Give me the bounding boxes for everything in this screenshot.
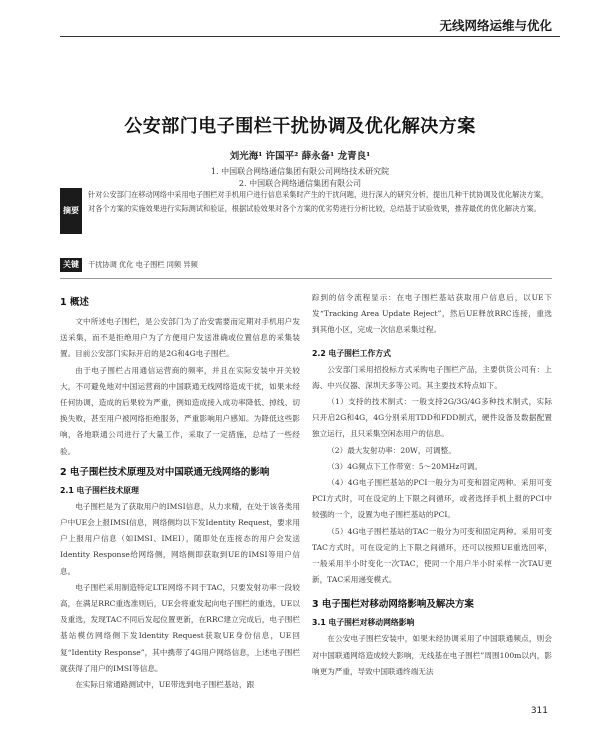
affiliation-1: 1. 中国联合网络通信集团有限公司网络技术研究院 bbox=[210, 167, 390, 176]
section-2-2-heading: 2.2 电子围栏工作方式 bbox=[312, 348, 391, 358]
article-title: 公安部门电子围栏干扰协调及优化解决方案 bbox=[124, 116, 476, 137]
section-2-2-paragraph-1: 公安部门采用招投标方式采购电子围栏产品，主要供货公司有：上海、中兴仪器、深圳天多等公司。其主要技术特点如下。 bbox=[312, 364, 552, 390]
journal-section-title: 无线网络运维与优化 bbox=[439, 18, 552, 33]
header-rule bbox=[60, 36, 560, 37]
section-2-heading: 2 电子围栏技术原理及对中国联通无线网络的影响 bbox=[60, 466, 270, 478]
section-2-2-item-5: （5）4G电子围栏基站的TAC一般分为可变和固定两种。采用可变TAC方式时，可在设定的上下限之间循环，还可以按照UE重选回率，一般采用半小时变化一次TAC，使同一个用户半小时采样一次TAU更新，TAC采用递变模式。 bbox=[312, 526, 552, 585]
section-2-1-heading: 2.1 电子围栏技术原理 bbox=[60, 485, 139, 495]
section-2-2-item-2: （2）最大发射功率：20W，可调整。 bbox=[327, 445, 456, 455]
keywords-text: 干扰协调 优化 电子围栏 同频 异频 bbox=[88, 260, 198, 269]
abstract-label: 摘要 bbox=[60, 188, 82, 234]
left-column bbox=[60, 290, 300, 693]
keywords-label: 关键词 bbox=[60, 258, 82, 272]
section-2-1-paragraph-3: 在实际日常通路测试中，UE带选到电子围栏基站，跟 bbox=[75, 680, 255, 690]
section-2-2-item-4: （4）4G电子围栏基站的PCI一般分为可变和固定两种。采用可变PCI方式时，可在设定的上下限之间循环，或者选择手机上报的PCI中较强的一个，设置为电子围栏基站的PCI。 bbox=[312, 478, 552, 520]
section-3-heading: 3 电子围栏对移动网络影响及解决方案 bbox=[312, 599, 474, 611]
section-2-2-item-3: （3）4G频点下工作带宽：5～20MHz可调。 bbox=[327, 461, 483, 471]
abstract-divider bbox=[60, 278, 552, 279]
section-1-heading: 1 概述 bbox=[60, 297, 89, 308]
section-3-1-paragraph-1: 在公安电子围栏安装中，如果未经协调采用了中国联通频点，则会对中国联通网络造成较大影响，无线基在电子围栏”周围100m以内，影响更为严重，导致中国联通终端无法 bbox=[312, 634, 552, 676]
page-number: 311 bbox=[530, 706, 548, 716]
affiliation-2: 2. 中国联合网络通信集团有限公司 bbox=[238, 179, 362, 188]
author-list: 刘光海¹ 许国平² 薛永备¹ 龙青良¹ bbox=[229, 151, 371, 162]
section-2-1-paragraph-2: 电子围栏采用制造特定LTE网络不同于TAC，只要发射功率一段较高，在满足RRC重选准则后，UE会将重发起向电子围栏的重选，UE以及重选，发现TAC不同后发起位置更新，在RRC建立完成后，电子围栏基站模仿网络侧下发Identity Request获取UE身份信息，UE回复“Identity Response”，其中携带了4G用户网络信息，上述电子围栏就获得了用户的IMSI等信息。 bbox=[60, 582, 300, 673]
section-2-1-paragraph-1: 电子围栏是为了获取用户的IMSI信息，从力求精，在处于该各类用户中UE会上报IMSI信息，网络侧均以下发Identity Request，要求用户上报用户信息（如IMSI、IMEI），随即处在连接态的用户会发送Identity Response给网络侧，网络侧即获取到UE的IMSI等用户信息。 bbox=[60, 501, 300, 576]
section-2-2-item-1: （1）支持的技术制式：一般支持2G/3G/4G多种技术制式，实际只开启2G和4G，4G分别采用TDD和FDD制式，硬件设备及数据配置独立运行，且只采集空闲态用户的信息。 bbox=[312, 397, 552, 439]
section-1-paragraph-2: 由于电子围栏占用通信运营商的频率，并且在实际安装中开关较大，不可避免地对中国运营商的中国联通无线网络造成干扰，如果未经任何协调，造成的后果较为严重，例如造成接入成功率降低、掉线、切换失败，甚至用户被网络拒绝服务，严重影响用户感知。为降低这些影响，各地联通公司进行了大量工作，采取了一定措施，总结了一些经验。 bbox=[60, 365, 300, 456]
section-1-paragraph-1: 文中所述电子围栏，是公安部门为了治安需要而定期对手机用户发送采集，而不是拒绝用户为了方便用户发送准确或位置信息的采集装置。目前公安部门实际开启的是2G和4G电子围栏。 bbox=[60, 317, 300, 359]
abstract-text: 针对公安部门在移动网络中采用电子围栏对手机用户进行信息采集时产生的干扰问题，进行深入的研究分析，提出几种干扰协调及优化解决方案，对各个方案的实施效果进行实际测试和验证，根据试验效果对各个方案的优劣势进行分析比较，总结基于试验效果，推荐最优的优化解决方案。 bbox=[88, 190, 549, 213]
right-column bbox=[312, 290, 552, 680]
running-header bbox=[0, 0, 600, 40]
continued-paragraph: 踪到的信令流程显示：在电子围栏基站获取用户信息后，以UE下发“Tracking Area Update Reject”，然后UE释放RRC连接，重选到其他小区，完成一次信息采集过程。 bbox=[312, 293, 552, 335]
section-3-1-heading: 3.1 电子围栏对移动网络影响 bbox=[312, 618, 415, 628]
